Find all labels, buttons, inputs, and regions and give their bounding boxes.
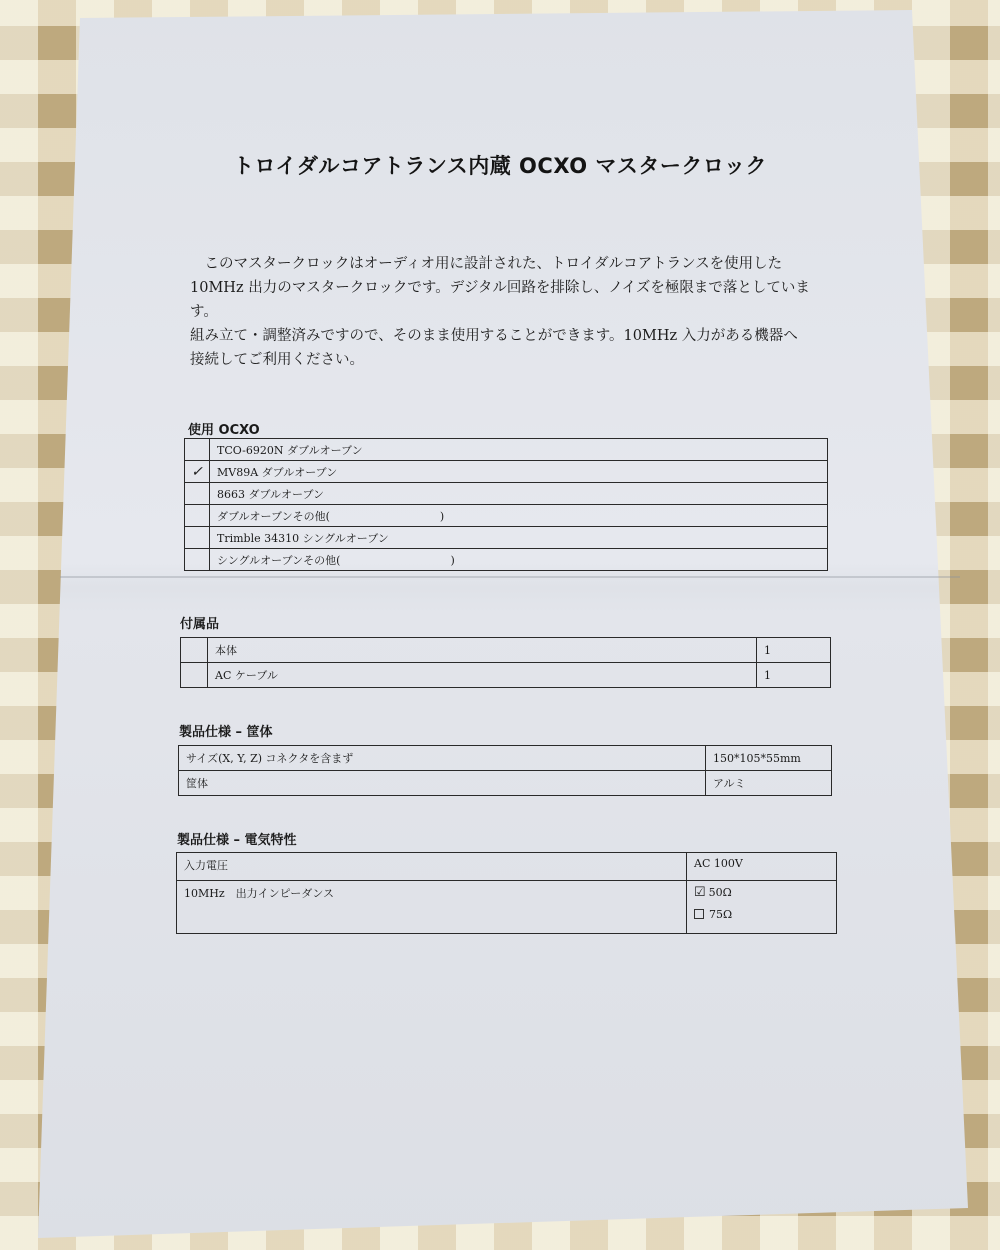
spec-label-cell: 筐体	[179, 771, 706, 796]
table-row	[177, 881, 837, 934]
ocxo-label-cell: MV89A ダブルオーブン	[210, 461, 828, 483]
table-row	[181, 638, 831, 663]
impedance-option-50	[694, 885, 836, 900]
ocxo-check-cell	[185, 439, 210, 461]
ocxo-check-cell	[185, 549, 210, 571]
table-row	[185, 483, 828, 505]
impedance-option-75	[694, 908, 836, 921]
table-row	[185, 505, 828, 527]
ocxo-label-cell: 8663 ダブルオーブン	[210, 483, 828, 505]
spec-value-cell: 150*105*55mm	[706, 746, 832, 771]
ocxo-check-cell	[185, 527, 210, 549]
ocxo-table	[184, 438, 828, 571]
impedance-option-label: 50Ω	[708, 886, 732, 899]
impedance-label: 10MHz 出力インピーダンス	[177, 881, 687, 934]
impedance-options-cell	[687, 881, 837, 934]
table-row	[179, 771, 832, 796]
table-row	[185, 439, 828, 461]
impedance-option-label: 75Ω	[709, 908, 733, 921]
ocxo-label-cell: ダブルオーブンその他( )	[210, 505, 828, 527]
accessory-label-cell: 本体	[208, 638, 757, 663]
checked-box-icon: ☑	[694, 885, 706, 900]
spec-elec-heading: 製品仕様 – 電気特性	[177, 833, 297, 848]
accessory-qty-cell: 1	[757, 663, 831, 688]
accessory-check-cell	[181, 663, 208, 688]
table-row	[181, 663, 831, 688]
ocxo-check-cell	[185, 483, 210, 505]
accessory-check-cell	[181, 638, 208, 663]
spec-value-cell: アルミ	[706, 771, 832, 796]
spec-label-cell: サイズ(X, Y, Z) コネクタを含まず	[179, 746, 706, 771]
ocxo-label-cell: TCO-6920N ダブルオーブン	[210, 439, 828, 461]
accessory-label-cell: AC ケーブル	[208, 663, 757, 688]
intro-paragraph-1: このマスタークロックはオーディオ用に設計された、トロイダルコアトランスを使用した 10MHz 出力のマスタークロックです。デジタル回路を排除し、ノイズを極限まで落としています。	[190, 256, 810, 320]
accessories-heading: 付属品	[180, 617, 220, 632]
table-row	[177, 853, 837, 881]
intro-text	[190, 252, 810, 372]
accessories-table	[180, 637, 831, 688]
table-row	[185, 461, 828, 483]
ocxo-check-cell: ✓	[185, 461, 210, 483]
paper-fold-line	[60, 576, 960, 578]
ocxo-heading: 使用 OCXO	[188, 423, 260, 438]
unchecked-box-icon	[694, 909, 704, 919]
table-row	[185, 527, 828, 549]
ocxo-check-cell	[185, 505, 210, 527]
input-voltage-value: AC 100V	[687, 853, 837, 881]
spec-elec-table	[176, 852, 837, 934]
spec-case-table	[178, 745, 832, 796]
input-voltage-label: 入力電圧	[177, 853, 687, 881]
ocxo-label-cell: Trimble 34310 シングルオーブン	[210, 527, 828, 549]
accessory-qty-cell: 1	[757, 638, 831, 663]
spec-case-heading: 製品仕様 – 筐体	[179, 725, 273, 740]
document-title: トロイダルコアトランス内蔵 OCXO マスタークロック	[233, 154, 767, 178]
table-row	[185, 549, 828, 571]
table-row	[179, 746, 832, 771]
ocxo-label-cell: シングルオーブンその他( )	[210, 549, 828, 571]
intro-paragraph-2: 組み立て・調整済みですので、そのまま使用することができます。10MHz 入力がある機器へ接続してご利用ください。	[190, 328, 798, 368]
